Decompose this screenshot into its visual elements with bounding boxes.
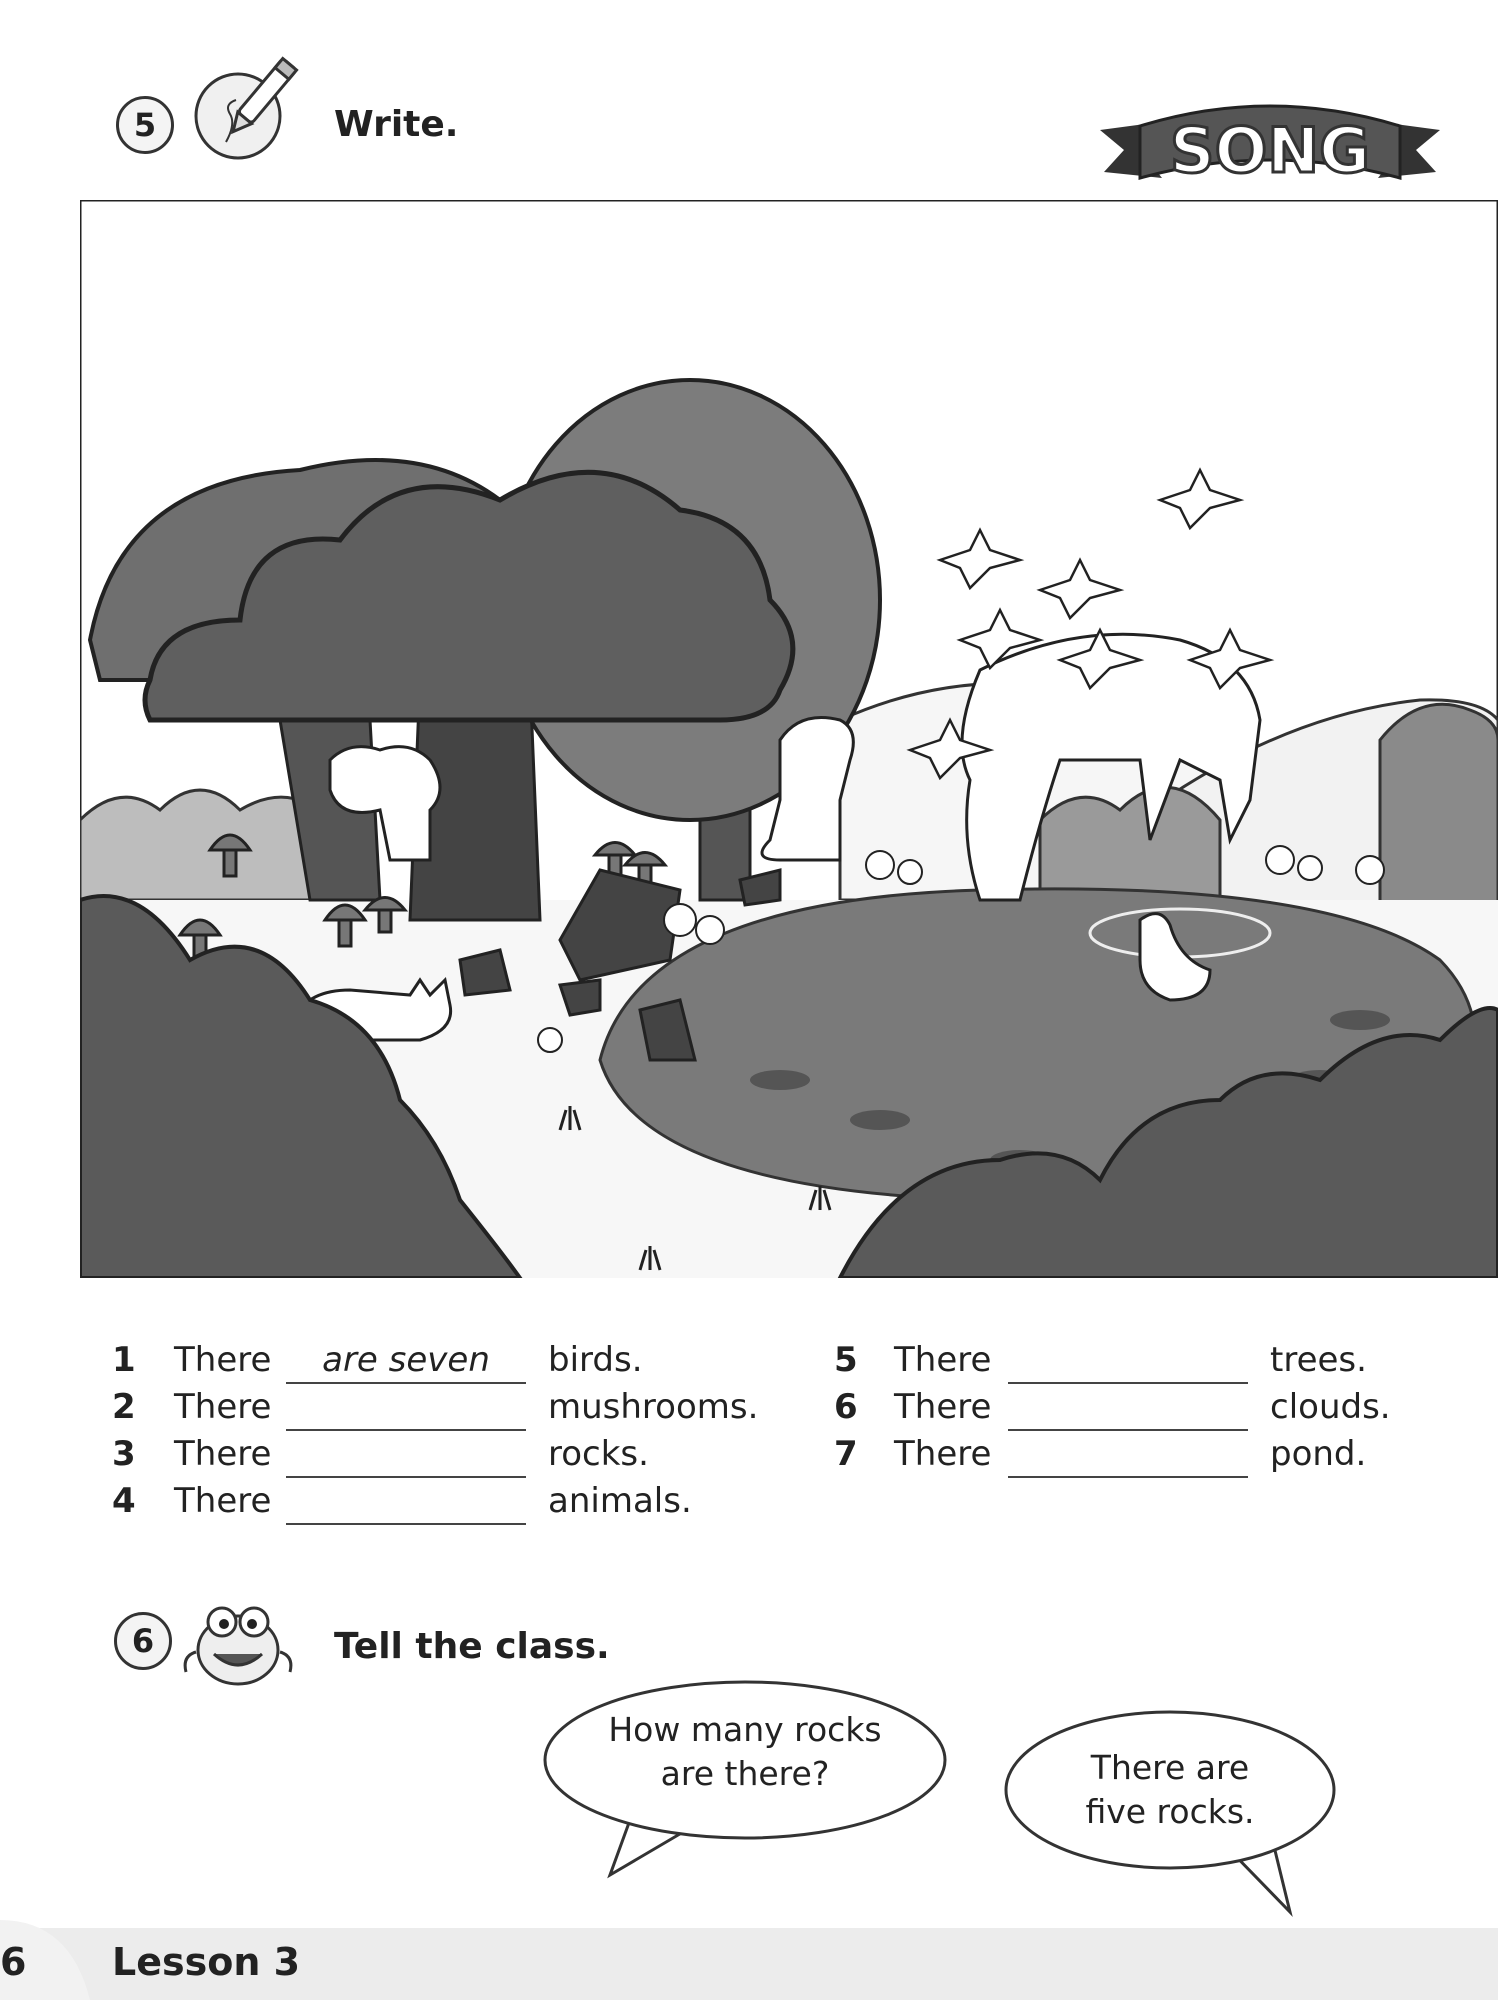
exercise-number: 7 (834, 1434, 858, 1474)
exercise-ending: mushrooms. (548, 1387, 759, 1427)
exercise-number: 3 (112, 1434, 136, 1474)
page-number: 6 (0, 1940, 27, 1984)
exercise-row-1 (112, 1340, 772, 1384)
exercise-lead-word: There (174, 1387, 272, 1427)
exercise-number: 1 (112, 1340, 136, 1380)
exercise-number: 6 (834, 1387, 858, 1427)
exercise-ending: trees. (1270, 1340, 1367, 1380)
exercise-lead-word: There (174, 1340, 272, 1380)
lesson-title: Lesson 3 (112, 1940, 301, 1984)
question-bubble-text (560, 1708, 930, 1796)
exercise-row-6 (834, 1387, 1434, 1431)
activity6-instruction: Tell the class. (334, 1626, 610, 1667)
exercise-lead-word: There (894, 1387, 992, 1427)
answer-line-1: There are (1090, 1748, 1250, 1787)
exercise-row-4 (112, 1481, 772, 1525)
answer-blank[interactable] (286, 1387, 526, 1431)
exercise-lead-word: There (894, 1434, 992, 1474)
answer-blank[interactable] (1008, 1387, 1248, 1431)
pencil-write-icon (186, 54, 316, 164)
exercise-lead-word: There (174, 1481, 272, 1521)
answer-blank[interactable]: are seven (286, 1340, 526, 1384)
song-banner-text: SONG (1169, 114, 1371, 187)
exercise-row-5 (834, 1340, 1434, 1384)
exercise-ending: pond. (1270, 1434, 1367, 1474)
exercise-row-3 (112, 1434, 772, 1478)
forest-pond-illustration (80, 200, 1498, 1278)
exercise-ending: rocks. (548, 1434, 649, 1474)
activity-number-5: 5 (116, 96, 174, 154)
exercise-lead-word: There (174, 1434, 272, 1474)
question-line-1: How many rocks (608, 1710, 882, 1749)
exercise-ending: birds. (548, 1340, 643, 1380)
song-banner (1100, 92, 1440, 202)
exercise-row-2 (112, 1387, 772, 1431)
answer-blank[interactable] (1008, 1434, 1248, 1478)
question-line-2: are there? (660, 1754, 830, 1793)
answer-blank[interactable] (286, 1481, 526, 1525)
exercise-number: 4 (112, 1481, 136, 1521)
exercise-number: 5 (834, 1340, 858, 1380)
exercise-number: 2 (112, 1387, 136, 1427)
exercise-ending: animals. (548, 1481, 692, 1521)
exercise-row-7 (834, 1434, 1434, 1478)
exercise-lead-word: There (894, 1340, 992, 1380)
activity-number-6: 6 (114, 1612, 172, 1670)
answer-line-2: five rocks. (1085, 1792, 1255, 1831)
answer-bubble-text (1020, 1746, 1320, 1834)
activity5-instruction: Write. (334, 104, 459, 145)
frog-mascot-icon (178, 1592, 298, 1692)
answer-blank[interactable] (286, 1434, 526, 1478)
answer-blank[interactable] (1008, 1340, 1248, 1384)
exercise-ending: clouds. (1270, 1387, 1391, 1427)
